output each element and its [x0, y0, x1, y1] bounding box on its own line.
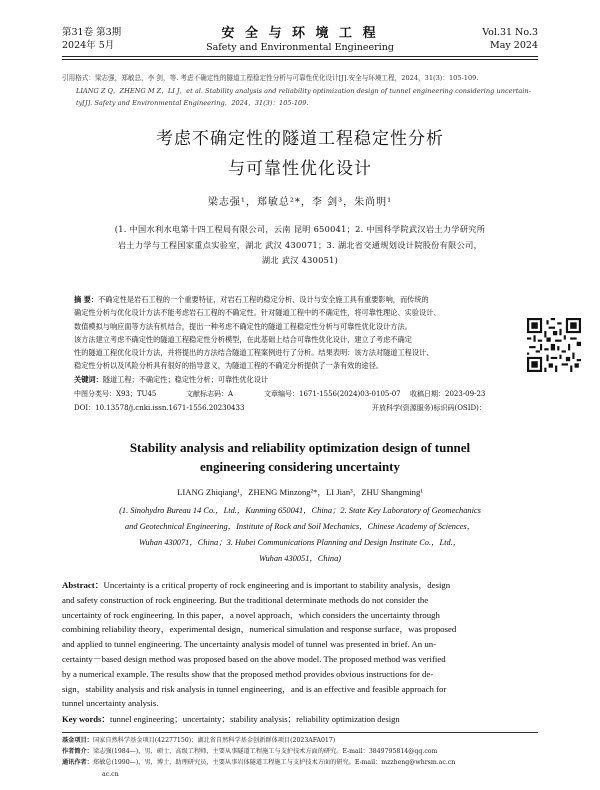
abstract-en-line3: uncertainty of rock engineering. In this paper，a novel approach，which considers the uncertainty through [62, 609, 440, 620]
osid-qr-code[interactable] [527, 318, 581, 372]
abstract-en-line8: sign，stability analysis and risk analysis in tunnel engineering，and is an effective and feasible approach for [62, 683, 447, 694]
corresponding-label: 通讯作者： [62, 759, 93, 767]
abstract-cn-line1: 不确定性是岩石工程的一个重要特征，对岩石工程的稳定分析、设计与安全施工具有重要影响，而传统的 [98, 295, 429, 304]
volume-issue-en: Vol.31 No.3 [482, 27, 538, 38]
date-en: May 2024 [490, 40, 538, 51]
affiliation-cn-line1: (1. 中国水利水电第十四工程局有限公司，云南 昆明 650041；2. 中国科学院武汉岩土力学研究所 [114, 224, 486, 234]
abstract-cn-cont [74, 346, 516, 373]
abstract-cn-line6: 稳定性分析以及风险分析具有很好的指导意义，为隧道工程的不确定分析提供了一条有效的途径。 [74, 361, 384, 371]
abstract-en-line5: and applied to tunnel engineering. The uncertainty analysis model of tunnel was presented in brief. An un- [62, 639, 437, 650]
abstract-en-line4: combining reliability theory，experimental design，numerical simulation and response surface，was proposed [62, 624, 457, 635]
article-number: 文章编号：1671-1556(2024)03-0105-07 [264, 390, 401, 398]
authors-cn: 梁志强¹，郑敏总²*，李 剑³，朱尚明¹ [207, 197, 393, 208]
citation-en-line2: ty[J]. Safety and Environmental Engineering，2024，31(3)：105-109. [76, 99, 309, 107]
header-center [62, 26, 538, 54]
doi: DOI：10.13578/j.cnki.issn.1671-1556.20230433 [74, 404, 245, 412]
date-cn: 2024年 5月 [62, 40, 115, 51]
abstract-en [62, 578, 538, 711]
abstract-en-line6: certainty－based design method was proposed based on the above model. The proposed method was verified [62, 653, 446, 664]
abstract-cn-line2: 确定性分析与优化设计方法不能考虑岩石工程的不确定性。针对隧道工程中的不确定性，将可靠性理论、实验设计、 [74, 308, 441, 318]
abstract-en-line7: by a numerical example. The results show that the proposed method provides obvious instructions for de- [62, 668, 434, 679]
footnotes [62, 735, 538, 780]
keywords-cn [74, 373, 516, 386]
volume-issue-cn: 第31卷 第3期 [62, 27, 122, 38]
citation-en-line1: LIANG Z Q，ZHENG M Z，LI J，et al. Stability analysis and reliability optimization design of tunnel engineering considering uncertain- [76, 86, 531, 95]
affiliation-en-line4: Wuhan 430051，China) [258, 554, 342, 563]
abstract-cn-line3: 数值模拟与响应面等方法有机结合，提出一种考虑不确定性的隧道工程稳定性分析与可靠性优化设计方法。 [74, 321, 412, 331]
affiliation-en-line1: (1. Sinohydro Bureau 14 Co.，Ltd.，Kunming 650041，China；2. State Key Laboratory of Geomechanics [119, 506, 481, 515]
abstract-en-line9: tunnel uncertainty analysis. [62, 698, 159, 709]
affiliation-cn-line2: 岩土力学与工程国家重点实验室，湖北 武汉 430071；3. 湖北省交通规划设计院股份有限公司， [117, 239, 483, 250]
author-bio-label: 作者简介： [62, 748, 93, 756]
affiliation-en-line3: Wuhan 430071，China；3. Hubei Communications Planning and Design Institute Co.，Ltd.， [138, 538, 462, 547]
header-rule-thin [62, 59, 538, 60]
title-en-line1: Stability analysis and reliability optimization design of tunnel [129, 440, 471, 455]
citation-block [62, 72, 538, 110]
authors-en: LIANG Zhiqiang¹，ZHENG Minzong²*，LI Jian³，ZHU Shangming¹ [177, 487, 423, 497]
clc-number: 中图分类号：X93；TU45 [74, 390, 157, 398]
abstract-cn-label: 摘 要： [74, 295, 99, 304]
title-en [62, 438, 538, 476]
fund-text: 国家自然科学基金项目(42277150)；湖北省自然科学基金创新群体项目(2023AFA017) [92, 737, 336, 744]
corresponding-text: 郑敏总(1990—)，男，博士，助理研究员，主要从事岩体隧道工程施工与支护技术方面的研究。E-mail：mzzheng@whrsm.ac.cn [92, 759, 456, 767]
title-en-line2: engineering considering uncertainty [199, 459, 401, 474]
title-cn [62, 124, 538, 184]
keywords-en-text: tunnel engineering；uncertainty；stability analysis；reliability optimization design [109, 714, 400, 724]
affiliation-en-line2: and Geotechnical Engineering，Institute of Rock and Soil Mechanics，Chinese Academy of Sciences， [124, 522, 476, 531]
affiliations-cn [88, 222, 512, 269]
affiliations-en [70, 503, 530, 567]
keywords-cn-text: 隧道工程；不确定性；稳定性分析；可靠性优化设计 [102, 375, 269, 384]
affiliation-cn-line3: 湖北 武汉 430051) [261, 255, 339, 265]
received-date: 收稿日期：2023-09-23 [410, 390, 486, 398]
keywords-en-label: Key words： [62, 714, 110, 724]
doc-code: 文献标志码：A [186, 390, 234, 398]
abstract-en-label: Abstract： [62, 580, 104, 590]
header-right [482, 26, 538, 52]
osid-label: 开放科学(资源服务)标识码(OSID)： [372, 404, 486, 412]
keywords-cn-label: 关键词： [74, 375, 103, 384]
abstract-cn-line5: 性的隧道工程优化设计方法，并将提出的方法结合隧道工程案例进行了分析。结果表明：该方法对隧道工程设计、 [74, 348, 434, 357]
abstract-en-line1: Uncertainty is a critical property of rock engineering and is important to stability analysis，design [103, 580, 451, 590]
abstract-cn [74, 293, 516, 346]
journal-name-en: Safety and Environmental Engineering [206, 42, 394, 53]
abstract-en-line2: and safety construction of rock engineering. But the traditional determinate methods do not consider the [62, 594, 429, 605]
abstract-cn-line4: 该方法建立考虑不确定性的隧道工程稳定性分析模型，在此基础上结合可靠性优化设计，建立了考虑不确定 [74, 334, 412, 344]
running-header [62, 26, 538, 66]
title-cn-line1: 考虑不确定性的隧道工程稳定性分析 [156, 129, 444, 149]
citation-cn: 引用格式：梁志强，郑敏总，李 剑，等. 考虑不确定性的隧道工程稳定性分析与可靠性优化设计[J].安全与环境工程，2024，31(3)：105-109. [62, 74, 479, 82]
keywords-en [62, 713, 538, 726]
header-rule-thick [62, 56, 538, 57]
fund-label: 基金项目： [62, 737, 93, 744]
author-bio-text: 梁志强(1984—)，男，硕士，高级工程师，主要从事隧道工程施工与支护技术方面的研究。E-mail：3849795814@qq.com [92, 748, 438, 756]
corresponding-tail: ac.cn [102, 770, 119, 778]
journal-name-cn: 安 全 与 环 境 工 程 [221, 26, 379, 41]
title-cn-line2: 与可靠性优化设计 [228, 159, 372, 179]
footnote-rule [62, 732, 538, 733]
